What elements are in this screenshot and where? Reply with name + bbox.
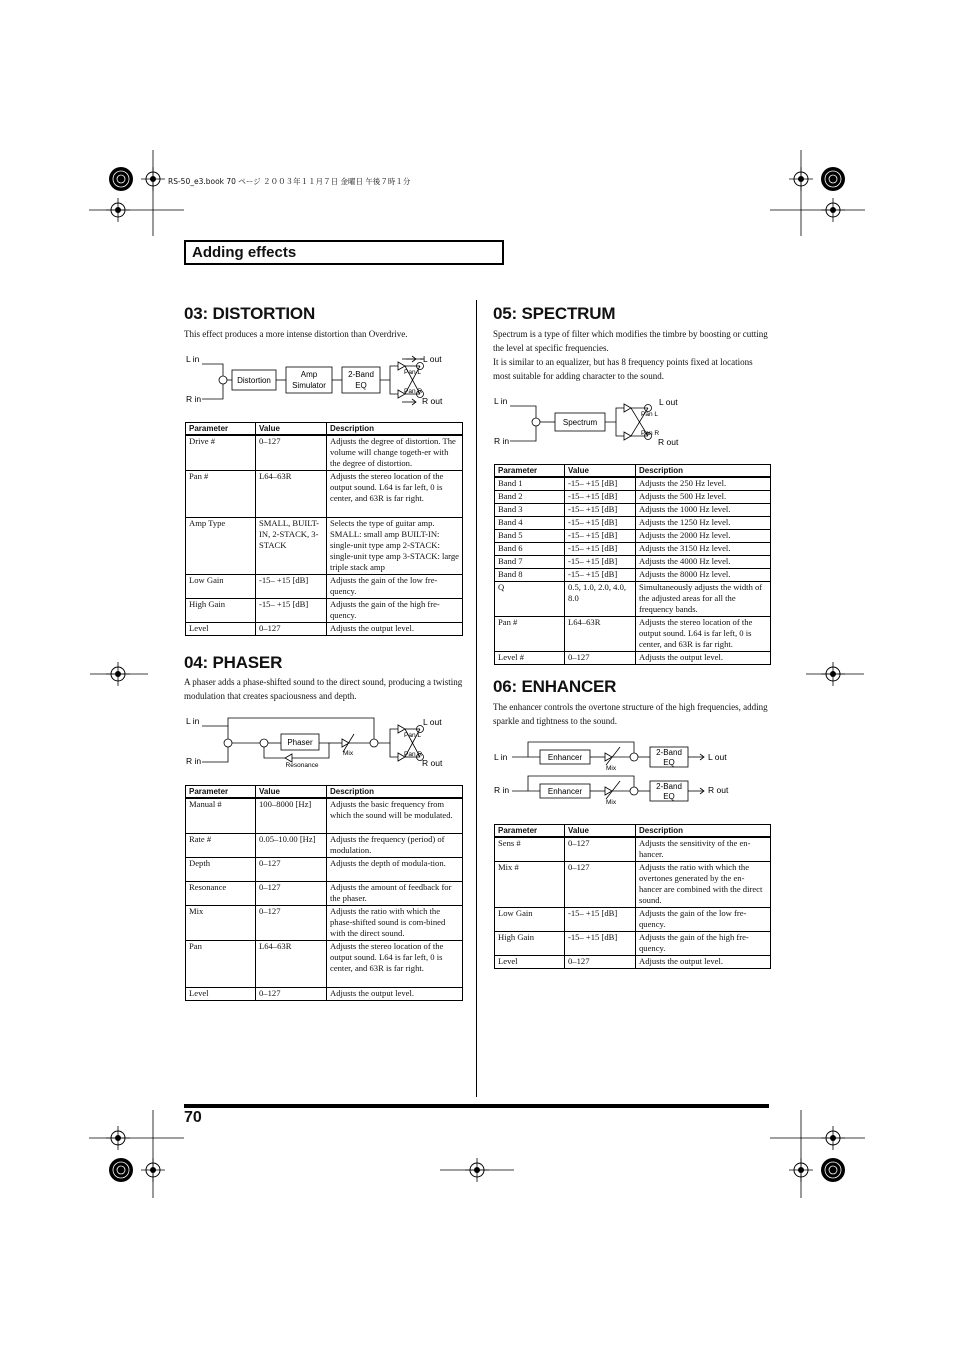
cell-description: Adjusts the stereo location of the output sound. L64 is far left, 0 is center, and 63R is far right. [636,617,771,652]
table-row [186,623,463,636]
table-row [495,491,771,504]
cell-description: Adjusts the stereo location of the output sound. L64 is far left, 0 is center, and 63R is far right. [327,940,463,987]
th-description: Description [636,465,771,478]
cell-description: Adjusts the output level. [327,623,463,636]
enhancer-l-in: L in [494,752,508,762]
cell-parameter: Band 2 [495,491,565,504]
cell-parameter: Depth [186,857,256,881]
cell-value: -15– +15 [dB] [565,491,636,504]
cell-description: Adjusts the gain of the high fre-quency. [327,599,463,623]
cell-parameter: Level [186,987,256,1000]
enhancer-description: The enhancer controls the overtone structure of the high frequencies, adding sparkle and tightness to the sound. [493,702,768,726]
phaser-heading: 04: PHASER [184,653,283,672]
cell-parameter: Low Gain [495,908,565,932]
distortion-r-out: R out [422,396,443,406]
page-number: 70 [184,1109,202,1126]
table-row [495,956,771,969]
cell-value: -15– +15 [dB] [565,504,636,517]
phaser-table [185,785,463,1001]
cell-description: Adjusts the degree of distortion. The volume will change togeth-er with the degree of distortion. [327,435,463,471]
table-row [495,517,771,530]
amp-sim-line1: Amp [300,370,318,379]
cell-value: 0–127 [256,623,327,636]
cell-description: Adjusts the 500 Hz level. [636,491,771,504]
table-row [495,543,771,556]
cell-value: 0–127 [565,956,636,969]
cell-parameter: Rate # [186,833,256,857]
spectrum-table [494,464,771,665]
th-parameter: Parameter [186,423,256,436]
spectrum-block: Spectrum [562,418,598,427]
enhancer-eq-l-line2: EQ [663,758,675,767]
enhancer-r-out: R out [708,785,729,795]
enhancer-l-out: L out [708,752,727,762]
table-row [495,908,771,932]
distortion-l-out: L out [423,354,442,364]
cell-description: Adjusts the frequency (period) of modulation. [327,833,463,857]
enhancer-block-l: Enhancer [547,753,583,762]
enhancer-heading: 06: ENHANCER [493,677,617,696]
cell-description: Adjusts the 3150 Hz level. [636,543,771,556]
distortion-diagram [184,350,464,410]
cell-value: 0–127 [256,435,327,471]
table-row [186,435,463,471]
phaser-l-in: L in [186,716,200,726]
distortion-heading: 03: DISTORTION [184,304,316,323]
cell-description: Adjusts the depth of modula-tion. [327,857,463,881]
table-row [495,504,771,517]
cell-value: -15– +15 [dB] [565,530,636,543]
table-row [186,518,463,575]
cell-value: SMALL, BUILT-IN, 2-STACK, 3-STACK [256,518,327,575]
spectrum-r-out: R out [658,437,679,447]
cell-value: -15– +15 [dB] [565,932,636,956]
cell-parameter: Band 6 [495,543,565,556]
cell-value: -15– +15 [dB] [565,569,636,582]
phaser-pan-l: Pan L [404,732,421,739]
cell-parameter: Pan [186,940,256,987]
cell-value: -15– +15 [dB] [256,575,327,599]
spectrum-l-out: L out [659,397,678,407]
cell-description: Adjusts the output level. [327,987,463,1000]
cell-parameter: Q [495,582,565,617]
column-divider [476,300,477,1097]
cell-description: Simultaneously adjusts the width of the adjusted areas for all the frequency bands. [636,582,771,617]
spectrum-r-in: R in [494,436,510,446]
cell-description: Adjusts the 4000 Hz level. [636,556,771,569]
spectrum-pan-r: Pan R [641,430,660,437]
cell-parameter: Sens # [495,837,565,862]
cell-value: -15– +15 [dB] [565,908,636,932]
cell-value: 0–127 [256,905,327,940]
phaser-l-out: L out [423,717,442,727]
table-row [186,987,463,1000]
phaser-resonance: Resonance [285,762,319,769]
cell-value: 100–8000 [Hz] [256,798,327,833]
cell-parameter: Amp Type [186,518,256,575]
phaser-mix: Mix [343,750,354,757]
table-row [186,905,463,940]
cell-description: Adjusts the amount of feedback for the phaser. [327,881,463,905]
table-row [186,881,463,905]
cell-parameter: Manual # [186,798,256,833]
th-value: Value [256,786,327,799]
table-row [495,556,771,569]
enhancer-eq-r-line2: EQ [663,792,675,801]
phaser-r-in: R in [186,756,202,766]
phaser-pan-r: Pan R [404,751,423,758]
table-row [495,837,771,862]
cell-value: -15– +15 [dB] [565,556,636,569]
cell-parameter: Pan # [186,471,256,518]
cell-parameter: Band 3 [495,504,565,517]
table-row [186,833,463,857]
section-title: Adding effects [192,244,297,261]
enhancer-block-r: Enhancer [547,787,583,796]
th-description: Description [327,786,463,799]
th-description: Description [327,423,463,436]
th-value: Value [565,465,636,478]
table-row [186,599,463,623]
table-row [495,932,771,956]
distortion-table [185,422,463,636]
cell-value: 0–127 [565,652,636,665]
distortion-r-in: R in [186,394,202,404]
th-value: Value [256,423,327,436]
distortion-description: This effect produces a more intense distortion than Overdrive. [184,329,408,339]
enhancer-r-in: R in [494,785,510,795]
cell-parameter: Level [495,956,565,969]
table-row [495,530,771,543]
th-description: Description [636,825,771,838]
enhancer-mix-l: Mix [606,765,617,772]
cell-parameter: Mix # [495,862,565,908]
cell-parameter: High Gain [495,932,565,956]
cell-parameter: Resonance [186,881,256,905]
table-row [186,798,463,833]
amp-sim-line2: Simulator [292,381,326,390]
cell-description: Selects the type of guitar amp. SMALL: small amp BUILT-IN: single-unit type amp 2-STACK: single-unit type amp 3-STACK: large triple stack amp [327,518,463,575]
cell-value: L64–63R [256,471,327,518]
cell-description: Adjusts the 1250 Hz level. [636,517,771,530]
cell-description: Adjusts the 8000 Hz level. [636,569,771,582]
cell-description: Adjusts the sensitivity of the en-hancer. [636,837,771,862]
cell-description: Adjusts the 250 Hz level. [636,477,771,491]
distortion-pan-r: Pan R [404,388,423,395]
table-row [495,617,771,652]
cell-value: -15– +15 [dB] [565,477,636,491]
table-row [186,575,463,599]
phaser-description: A phaser adds a phase-shifted sound to the direct sound, producing a twisting modulation that creates spaciousness and depth. [184,677,463,701]
table-row [495,862,771,908]
cell-parameter: Band 5 [495,530,565,543]
cell-description: Adjusts the gain of the low fre-quency. [327,575,463,599]
cell-value: L64–63R [565,617,636,652]
cell-value: 0–127 [256,857,327,881]
th-parameter: Parameter [495,465,565,478]
distortion-block: Distortion [237,376,271,385]
cell-value: -15– +15 [dB] [565,517,636,530]
spectrum-pan-l: Pan L [641,411,658,418]
cell-parameter: Level [186,623,256,636]
cell-parameter: Band 7 [495,556,565,569]
cell-value: -15– +15 [dB] [256,599,327,623]
phaser-block: Phaser [287,738,313,747]
table-row [495,652,771,665]
cell-description: Adjusts the output level. [636,652,771,665]
footer-rule [184,1104,769,1108]
distortion-l-in: L in [186,354,200,364]
cell-parameter: Band 1 [495,477,565,491]
cell-parameter: High Gain [186,599,256,623]
enhancer-eq-r-line1: 2-Band [656,782,682,791]
cell-value: 0.5, 1.0, 2.0, 4.0, 8.0 [565,582,636,617]
cell-value: 0–127 [565,837,636,862]
cell-parameter: Pan # [495,617,565,652]
cell-description: Adjusts the gain of the high fre-quency. [636,932,771,956]
table-row [186,940,463,987]
cell-value: -15– +15 [dB] [565,543,636,556]
cell-description: Adjusts the ratio with which the overtones generated by the en-hancer are combined with the direct sound. [636,862,771,908]
distortion-pan-l: Pan L [404,369,421,376]
spectrum-l-in: L in [494,396,508,406]
phaser-diagram [184,712,464,774]
enhancer-eq-l-line1: 2-Band [656,748,682,757]
table-row [495,582,771,617]
enhancer-diagram [492,738,752,810]
cell-parameter: Low Gain [186,575,256,599]
cell-value: L64–63R [256,940,327,987]
enhancer-mix-r: Mix [606,799,617,806]
cell-description: Adjusts the basic frequency from which the sound will be modulated. [327,798,463,833]
section-title-box [184,240,504,265]
cell-parameter: Drive # [186,435,256,471]
table-row [495,477,771,491]
cell-description: Adjusts the stereo location of the output sound. L64 is far left, 0 is center, and 63R is far right. [327,471,463,518]
cell-description: Adjusts the 1000 Hz level. [636,504,771,517]
th-value: Value [565,825,636,838]
table-row [186,471,463,518]
cell-parameter: Mix [186,905,256,940]
cell-parameter: Level # [495,652,565,665]
cell-value: 0–127 [256,881,327,905]
enhancer-table [494,824,771,969]
th-parameter: Parameter [186,786,256,799]
spectrum-heading: 05: SPECTRUM [493,304,616,323]
cell-value: 0–127 [256,987,327,1000]
cell-description: Adjusts the output level. [636,956,771,969]
table-row [495,569,771,582]
eq-line2: EQ [355,381,367,390]
cell-description: Adjusts the 2000 Hz level. [636,530,771,543]
cell-value: 0.05–10.00 [Hz] [256,833,327,857]
table-row [186,857,463,881]
cell-description: Adjusts the ratio with which the phase-shifted sound is com-bined with the direct sound. [327,905,463,940]
cell-parameter: Band 8 [495,569,565,582]
spectrum-diagram [492,393,692,449]
phaser-r-out: R out [422,758,443,768]
cell-parameter: Band 4 [495,517,565,530]
file-info-line: RS-50_e3.book 70 ページ ２００３年１１月７日 金曜日 午後７時１分 [168,177,411,186]
cell-value: 0–127 [565,862,636,908]
eq-line1: 2-Band [348,370,374,379]
cell-description: Adjusts the gain of the low fre-quency. [636,908,771,932]
spectrum-description-2: It is similar to an equalizer, but has 8 frequency points fixed at locations most suitable for adding character to the sound. [493,357,753,381]
th-parameter: Parameter [495,825,565,838]
spectrum-description-1: Spectrum is a type of filter which modifies the timbre by boosting or cutting the level at specific frequencies. [493,329,768,353]
